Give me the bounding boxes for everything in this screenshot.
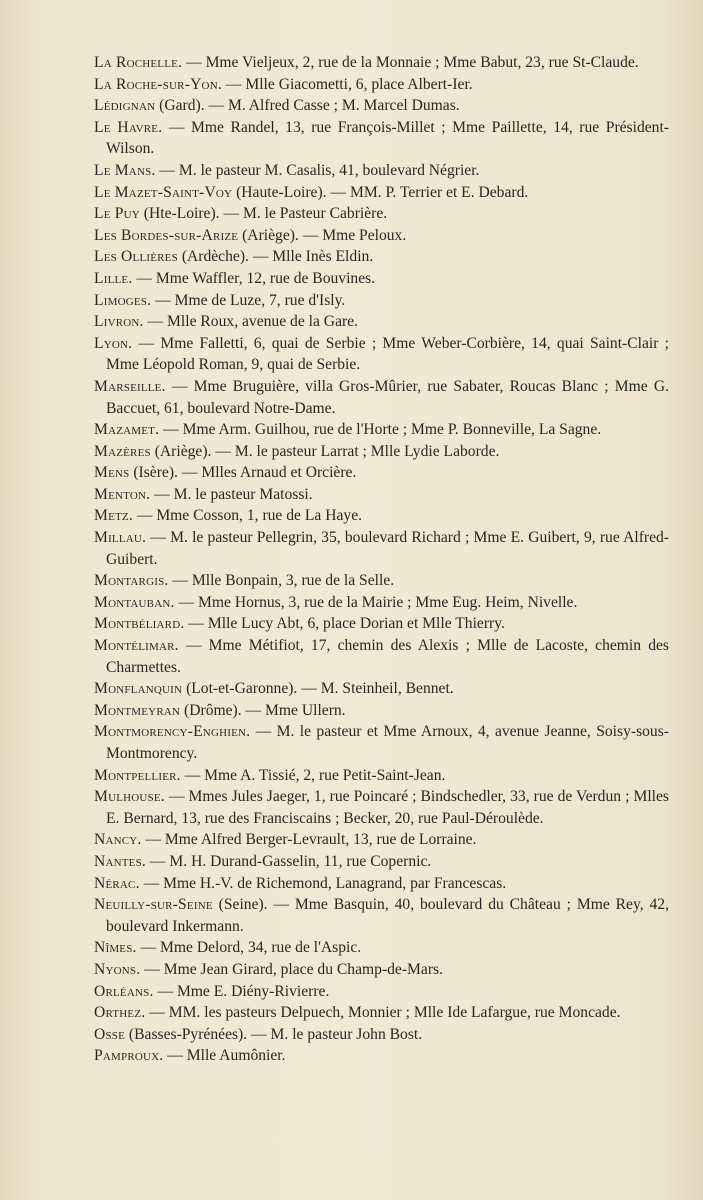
- directory-entry: [94, 592, 669, 614]
- entry-text: (Seine). — Mme Basquin, 40, boulevard du Château ; Mme Rey, 42, boulevard Inkermann.: [106, 896, 669, 935]
- entry-text: — Mlle Aumônier.: [163, 1047, 286, 1065]
- directory-entry: [94, 981, 669, 1003]
- place-name: Menton.: [94, 485, 151, 503]
- place-name: Le Havre.: [94, 118, 163, 136]
- directory-entry: [94, 505, 669, 527]
- entry-text: (Ariège). — Mme Peloux.: [238, 226, 407, 244]
- place-name: Le Mazet-Saint-Voy: [94, 183, 233, 201]
- place-name: Osse: [94, 1025, 126, 1043]
- entry-text: — Mme Alfred Berger-Levrault, 13, rue de Lorraine.: [141, 831, 477, 849]
- entry-text: (Ardèche). — Mlle Inès Eldin.: [177, 248, 374, 266]
- entry-text: — M. le pasteur M. Casalis, 41, boulevard Négrier.: [155, 161, 480, 179]
- place-name: Montauban.: [94, 593, 175, 611]
- entry-text: (Drôme). — Mme Ullern.: [180, 701, 346, 719]
- directory-entry: [94, 527, 669, 570]
- directory-entry: [94, 462, 669, 484]
- entry-text: — Mme Falletti, 6, quai de Serbie ; Mme Weber-Corbière, 14, quai Saint-Clair ; Mme Léopold Roman, 9, quai de Serbie.: [106, 334, 669, 374]
- entry-text: — Mme de Luze, 7, rue d'Isly.: [151, 291, 346, 309]
- directory-entry: [94, 959, 669, 981]
- directory-entry: [94, 333, 669, 376]
- place-name: Montbéliard.: [94, 615, 185, 633]
- directory-entry: [94, 290, 669, 312]
- place-name: Nancy.: [94, 831, 142, 849]
- place-name: Le Puy: [94, 205, 140, 223]
- place-name: Les Bordes-sur-Arize: [94, 226, 239, 244]
- place-name: Nantes.: [94, 852, 147, 870]
- place-name: Mazamet.: [94, 421, 160, 439]
- entry-text: (Haute-Loire). — MM. P. Terrier et E. Debard.: [232, 183, 529, 201]
- place-name: Lille.: [94, 269, 133, 287]
- entry-text: — M. H. Durand-Gasselin, 11, rue Copernic.: [146, 852, 432, 870]
- entry-text: (Isère). — Mlles Arnaud et Orcière.: [129, 464, 357, 482]
- directory-entry: [94, 873, 669, 895]
- directory-entry: [94, 182, 669, 204]
- place-name: Neuilly-sur-Seine: [94, 896, 213, 914]
- directory-entry: [94, 786, 669, 829]
- entry-text: (Ariège). — M. le pasteur Larrat ; Mlle Lydie Laborde.: [150, 442, 500, 460]
- entry-text: (Gard). — M. Alfred Casse ; M. Marcel Dumas.: [155, 97, 460, 115]
- directory-list: [94, 52, 669, 1067]
- entry-text: (Lot-et-Garonne). — M. Steinheil, Bennet.: [182, 680, 454, 698]
- directory-entry: [94, 1002, 669, 1024]
- directory-entry: [94, 419, 669, 441]
- entry-text: — Mme Cosson, 1, rue de La Haye.: [132, 507, 363, 525]
- place-name: La Roche-sur-Yon.: [94, 75, 222, 93]
- entry-text: — M. le pasteur Matossi.: [150, 485, 313, 503]
- directory-entry: [94, 700, 669, 722]
- place-name: Livron.: [94, 313, 144, 331]
- directory-entry: [94, 95, 669, 117]
- directory-entry: [94, 937, 669, 959]
- place-name: Orthez.: [94, 1004, 146, 1022]
- place-name: Marseille.: [94, 377, 166, 395]
- directory-entry: [94, 74, 669, 96]
- place-name: Montélimar.: [94, 637, 179, 655]
- directory-entry: [94, 117, 669, 160]
- directory-entry: [94, 635, 669, 678]
- directory-entry: [94, 851, 669, 873]
- directory-entry: [94, 225, 669, 247]
- place-name: Les Ollières: [94, 248, 178, 266]
- place-name: Lyon.: [94, 334, 133, 352]
- entry-text: — Mme Hornus, 3, rue de la Mairie ; Mme Eug. Heim, Nivelle.: [174, 593, 578, 611]
- entry-text: (Basses-Pyrénées). — M. le pasteur John Bost.: [125, 1025, 423, 1043]
- entry-text: (Hte-Loire). — M. le Pasteur Cabrière.: [139, 205, 388, 223]
- directory-entry: [94, 311, 669, 333]
- directory-entry: [94, 678, 669, 700]
- place-name: Lédignan: [94, 97, 156, 115]
- directory-entry: [94, 721, 669, 764]
- entry-text: — Mme Randel, 13, rue François-Millet ; Mme Paillette, 14, rue Président-Wilson.: [106, 118, 669, 158]
- directory-entry: [94, 376, 669, 419]
- directory-entry: [94, 203, 669, 225]
- place-name: Montpellier.: [94, 766, 181, 784]
- place-name: Metz.: [94, 507, 133, 525]
- directory-entry: [94, 829, 669, 851]
- directory-entry: [94, 268, 669, 290]
- entry-text: — Mme H.-V. de Richemond, Lanagrand, par Francescas.: [139, 874, 507, 892]
- entry-text: — Mme Arm. Guilhou, rue de l'Horte ; Mme P. Bonneville, La Sagne.: [159, 421, 602, 439]
- entry-text: — Mme Bruguière, villa Gros-Mûrier, rue Sabater, Roucas Blanc ; Mme G. Baccuet, 61, boulevard Notre-Dame.: [106, 377, 669, 417]
- directory-entry: [94, 1024, 669, 1046]
- entry-text: — Mme Waffler, 12, rue de Bouvines.: [132, 269, 376, 287]
- directory-entry: [94, 441, 669, 463]
- entry-text: — Mme Métifiot, 17, chemin des Alexis ; Mlle de Lacoste, chemin des Charmettes.: [106, 637, 669, 676]
- entry-text: — Mme Jean Girard, place du Champ-de-Mars.: [140, 960, 443, 978]
- place-name: Le Mans.: [94, 161, 156, 179]
- entry-text: — Mlle Bonpain, 3, rue de la Selle.: [168, 572, 395, 590]
- entry-text: — Mlle Roux, avenue de la Gare.: [143, 313, 359, 331]
- entry-text: — M. le pasteur Pellegrin, 35, boulevard Richard ; Mme E. Guibert, 9, rue Alfred-Guibert.: [106, 529, 669, 568]
- place-name: Limoges.: [94, 291, 152, 309]
- directory-entry: [94, 246, 669, 268]
- directory-entry: [94, 52, 669, 74]
- directory-entry: [94, 765, 669, 787]
- place-name: Mulhouse.: [94, 788, 165, 806]
- entry-text: — Mlle Lucy Abt, 6, place Dorian et Mlle Thierry.: [184, 615, 505, 633]
- place-name: Orléans.: [94, 982, 154, 1000]
- directory-entry: [94, 613, 669, 635]
- place-name: Nyons.: [94, 960, 141, 978]
- entry-text: — MM. les pasteurs Delpuech, Monnier ; Mlle Ide Lafargue, rue Moncade.: [145, 1004, 621, 1022]
- entry-text: — Mlle Giacometti, 6, place Albert-Ier.: [221, 75, 473, 93]
- place-name: La Rochelle.: [94, 54, 183, 71]
- entry-text: — Mme E. Diény-Rivierre.: [153, 982, 330, 1000]
- place-name: Millau.: [94, 529, 147, 547]
- place-name: Nîmes.: [94, 939, 137, 957]
- place-name: Montmeyran: [94, 701, 181, 719]
- entry-text: — Mme Delord, 34, rue de l'Aspic.: [136, 939, 362, 957]
- entry-text: — Mme Vieljeux, 2, rue de la Monnaie ; Mme Babut, 23, rue St-Claude.: [182, 54, 639, 71]
- place-name: Mens: [94, 464, 130, 482]
- directory-entry: [94, 1045, 669, 1067]
- entry-text: — Mme A. Tissié, 2, rue Petit-Saint-Jean.: [180, 766, 446, 784]
- place-name: Monflanquin: [94, 680, 183, 698]
- directory-entry: [94, 570, 669, 592]
- entry-text: — M. le pasteur et Mme Arnoux, 4, avenue Jeanne, Soisy-sous-Montmorency.: [106, 723, 669, 762]
- place-name: Montargis.: [94, 572, 169, 590]
- place-name: Nérac.: [94, 874, 140, 892]
- entry-text: — Mmes Jules Jaeger, 1, rue Poincaré ; Bindschedler, 33, rue de Verdun ; Mlles E. Bernard, 13, rue des Franciscains ; Becker, 20, rue Paul-Déroulède.: [106, 788, 669, 827]
- place-name: Montmorency-Enghien.: [94, 723, 251, 741]
- place-name: Pamproux.: [94, 1047, 164, 1065]
- place-name: Mazères: [94, 442, 151, 460]
- directory-entry: [94, 484, 669, 506]
- directory-entry: [94, 160, 669, 182]
- directory-entry: [94, 894, 669, 937]
